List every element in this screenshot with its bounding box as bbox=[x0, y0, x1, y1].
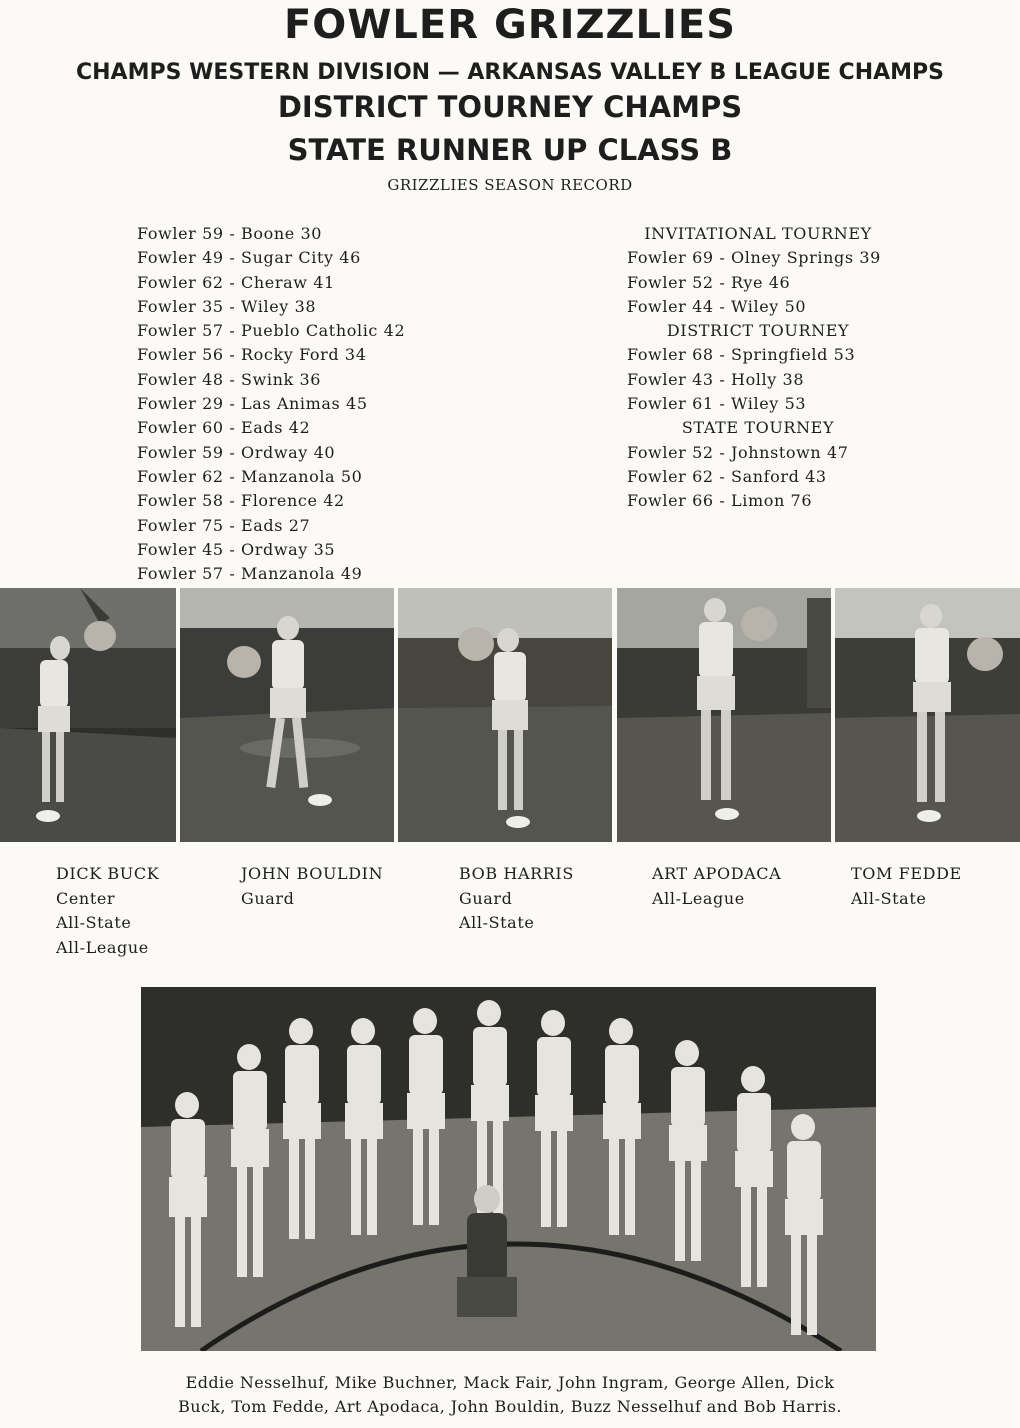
player-detail: All-State bbox=[56, 913, 132, 932]
game-result: Fowler 35 - Wiley 38 bbox=[137, 296, 317, 316]
page-title: FOWLER GRIZZLIES bbox=[283, 2, 736, 48]
subtitle-division-champs: CHAMPS WESTERN DIVISION — ARKANSAS VALLEY B LEAGUE CHAMPS bbox=[75, 60, 944, 85]
game-result: Fowler 62 - Sanford 43 bbox=[627, 466, 827, 486]
player-caption-john-bouldin bbox=[241, 862, 383, 911]
game-result: Fowler 68 - Springfield 53 bbox=[627, 345, 856, 365]
player-caption-tom-fedde bbox=[851, 862, 962, 911]
game-result: Fowler 62 - Cheraw 41 bbox=[137, 272, 335, 292]
player-photo-art-apodaca bbox=[617, 588, 831, 842]
game-result: Fowler 44 - Wiley 50 bbox=[627, 296, 807, 316]
game-result: Fowler 45 - Ordway 35 bbox=[137, 539, 336, 559]
player-detail: Guard bbox=[459, 888, 513, 908]
player-detail: All-League bbox=[652, 888, 745, 908]
player-name: JOHN BOULDIN bbox=[241, 864, 384, 883]
player-name: TOM FEDDE bbox=[851, 864, 962, 883]
player-caption-art-apodaca bbox=[652, 862, 781, 911]
player-caption-dick-buck bbox=[56, 862, 159, 960]
player-detail: All-State bbox=[851, 888, 927, 908]
player-photo-john-bouldin bbox=[180, 588, 394, 842]
player-name: DICK BUCK bbox=[56, 864, 160, 883]
invitational-tourney-heading: INVITATIONAL TOURNEY bbox=[644, 224, 872, 243]
player-photo-dick-buck bbox=[0, 588, 176, 842]
player-caption-bob-harris bbox=[459, 862, 574, 936]
game-result: Fowler 57 - Manzanola 49 bbox=[137, 564, 363, 584]
subtitle-district-champs: DISTRICT TOURNEY CHAMPS bbox=[277, 90, 743, 124]
team-caption-line-1: Eddie Nesselhuf, Mike Buchner, Mack Fair, John Ingram, George Allen, Dick bbox=[185, 1373, 835, 1392]
player-detail: All-League bbox=[56, 937, 149, 957]
game-result: Fowler 62 - Manzanola 50 bbox=[137, 466, 363, 486]
player-detail: All-State bbox=[459, 913, 535, 932]
game-result: Fowler 60 - Eads 42 bbox=[137, 418, 311, 438]
game-result: Fowler 69 - Olney Springs 39 bbox=[627, 248, 881, 268]
state-tourney-heading: STATE TOURNEY bbox=[681, 418, 835, 438]
team-photo bbox=[141, 987, 876, 1351]
player-photo-bob-harris bbox=[398, 588, 612, 842]
season-record-title: GRIZZLIES SEASON RECORD bbox=[387, 176, 633, 194]
game-result: Fowler 59 - Boone 30 bbox=[137, 224, 323, 243]
game-result: Fowler 61 - Wiley 53 bbox=[627, 394, 807, 414]
player-detail: Center bbox=[56, 888, 116, 908]
game-result: Fowler 29 - Las Animas 45 bbox=[137, 394, 368, 414]
team-caption-line-2: Buck, Tom Fedde, Art Apodaca, John Bouldin, Buzz Nesselhuf and Bob Harris. bbox=[178, 1397, 842, 1416]
game-result: Fowler 43 - Holly 38 bbox=[627, 369, 805, 389]
game-result: Fowler 52 - Rye 46 bbox=[627, 272, 791, 292]
game-result: Fowler 59 - Ordway 40 bbox=[137, 442, 336, 462]
player-name: ART APODACA bbox=[652, 864, 782, 883]
game-result: Fowler 75 - Eads 27 bbox=[137, 515, 311, 535]
game-result: Fowler 57 - Pueblo Catholic 42 bbox=[137, 321, 406, 341]
player-photo-tom-fedde bbox=[835, 588, 1020, 842]
season-games-list bbox=[137, 222, 405, 586]
game-result: Fowler 58 - Florence 42 bbox=[137, 491, 345, 511]
game-result: Fowler 48 - Swink 36 bbox=[137, 369, 322, 389]
player-detail: Guard bbox=[241, 888, 295, 908]
player-name: BOB HARRIS bbox=[459, 864, 574, 883]
district-tourney-heading: DISTRICT TOURNEY bbox=[666, 321, 850, 341]
game-result: Fowler 49 - Sugar City 46 bbox=[137, 248, 361, 268]
tourney-games-list bbox=[627, 222, 889, 514]
subtitle-state-runner-up: STATE RUNNER UP CLASS B bbox=[287, 133, 733, 167]
game-result: Fowler 66 - Limon 76 bbox=[627, 491, 813, 511]
game-result: Fowler 56 - Rocky Ford 34 bbox=[137, 345, 367, 365]
game-result: Fowler 52 - Johnstown 47 bbox=[627, 442, 849, 462]
